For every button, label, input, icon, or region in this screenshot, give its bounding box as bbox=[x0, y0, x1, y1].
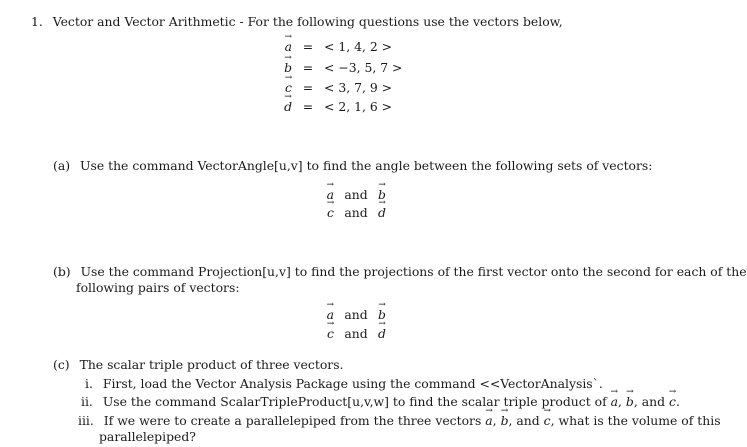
part-c-item-iii bbox=[78, 415, 721, 427]
separator: , bbox=[618, 394, 622, 409]
vector-symbol: → a bbox=[485, 415, 492, 427]
separator: , and bbox=[633, 394, 666, 409]
vector-value: < 3, 7, 9 > bbox=[324, 80, 393, 95]
equals-sign: = bbox=[302, 60, 314, 75]
part-label: (c) bbox=[53, 357, 70, 372]
vector-symbol: → c bbox=[327, 207, 334, 219]
equals-sign: = bbox=[302, 80, 314, 95]
problem-number: 1. bbox=[31, 14, 43, 29]
separator: , bbox=[492, 413, 497, 428]
vector-symbol: → a bbox=[285, 41, 292, 53]
vector-symbol: → d bbox=[378, 207, 386, 219]
vector-symbol: → c bbox=[544, 415, 551, 427]
vector-symbol: → a bbox=[327, 189, 334, 201]
vector-def-a bbox=[278, 41, 392, 53]
item-label: iii. bbox=[78, 413, 94, 428]
vector-symbol: → c bbox=[669, 396, 676, 408]
part-c-item-ii bbox=[81, 396, 680, 408]
vector-symbol: → b bbox=[378, 189, 386, 201]
vector-value: < 1, 4, 2 > bbox=[324, 39, 393, 54]
vector-symbol: → a bbox=[611, 396, 618, 408]
item-text: Use the command ScalarTripleProduct[u,v,w] to find the scalar triple product of bbox=[102, 394, 607, 409]
part-b-instruction-line1: Use the command Projection[u,v] to find the projections of the first vector onto the second for each of the bbox=[80, 264, 747, 279]
part-label: (b) bbox=[53, 264, 71, 279]
vector-symbol: → d bbox=[378, 328, 386, 340]
item-label: ii. bbox=[81, 394, 93, 409]
item-text: If we were to create a parallelepiped from the three vectors bbox=[103, 413, 482, 428]
part-a-text bbox=[53, 160, 652, 172]
and-word: and bbox=[344, 326, 368, 341]
vector-symbol: → b bbox=[501, 415, 509, 427]
end-punct: . bbox=[675, 394, 680, 409]
part-b-instruction-line2: following pairs of vectors: bbox=[76, 280, 240, 295]
and-word: and bbox=[344, 307, 368, 322]
vector-value: < −3, 5, 7 > bbox=[324, 60, 403, 75]
vector-def-b bbox=[278, 62, 402, 74]
item-label: i. bbox=[85, 376, 93, 391]
vector-symbol: → d bbox=[284, 101, 292, 113]
vector-def-c bbox=[278, 82, 392, 94]
part-a-instruction: Use the command VectorAngle[u,v] to find the angle between the following sets of vectors: bbox=[80, 158, 653, 173]
equals-sign: = bbox=[302, 39, 314, 54]
problem-title: Vector and Vector Arithmetic - For the following questions use the vectors below, bbox=[52, 14, 563, 29]
vector-symbol: → a bbox=[327, 309, 334, 321]
vector-symbol: → b bbox=[626, 396, 634, 408]
part-c-item-iii-line2: parallelepiped? bbox=[99, 429, 196, 444]
part-c-item-i bbox=[85, 378, 603, 390]
item-text: First, load the Vector Analysis Package using the command <<VectorAnalysis`. bbox=[102, 376, 603, 391]
vector-symbol: → c bbox=[285, 82, 292, 94]
separator: , and bbox=[508, 413, 540, 428]
and-word: and bbox=[344, 187, 368, 202]
part-label: (a) bbox=[53, 158, 71, 173]
problem-heading bbox=[31, 16, 563, 28]
and-word: and bbox=[344, 205, 368, 220]
item-text-cont: , what is the volume of this bbox=[550, 413, 721, 428]
part-c-intro: The scalar triple product of three vectors. bbox=[79, 357, 344, 372]
vector-symbol: → c bbox=[327, 328, 334, 340]
vector-value: < 2, 1, 6 > bbox=[324, 99, 393, 114]
part-b-text bbox=[53, 266, 747, 278]
part-c-text bbox=[53, 359, 344, 371]
part-a-pair-2 bbox=[320, 207, 390, 219]
vector-symbol: → b bbox=[284, 62, 292, 74]
vector-symbol: → b bbox=[378, 309, 386, 321]
part-b-pair-2 bbox=[320, 328, 390, 340]
equals-sign: = bbox=[302, 99, 314, 114]
vector-def-d bbox=[278, 101, 392, 113]
